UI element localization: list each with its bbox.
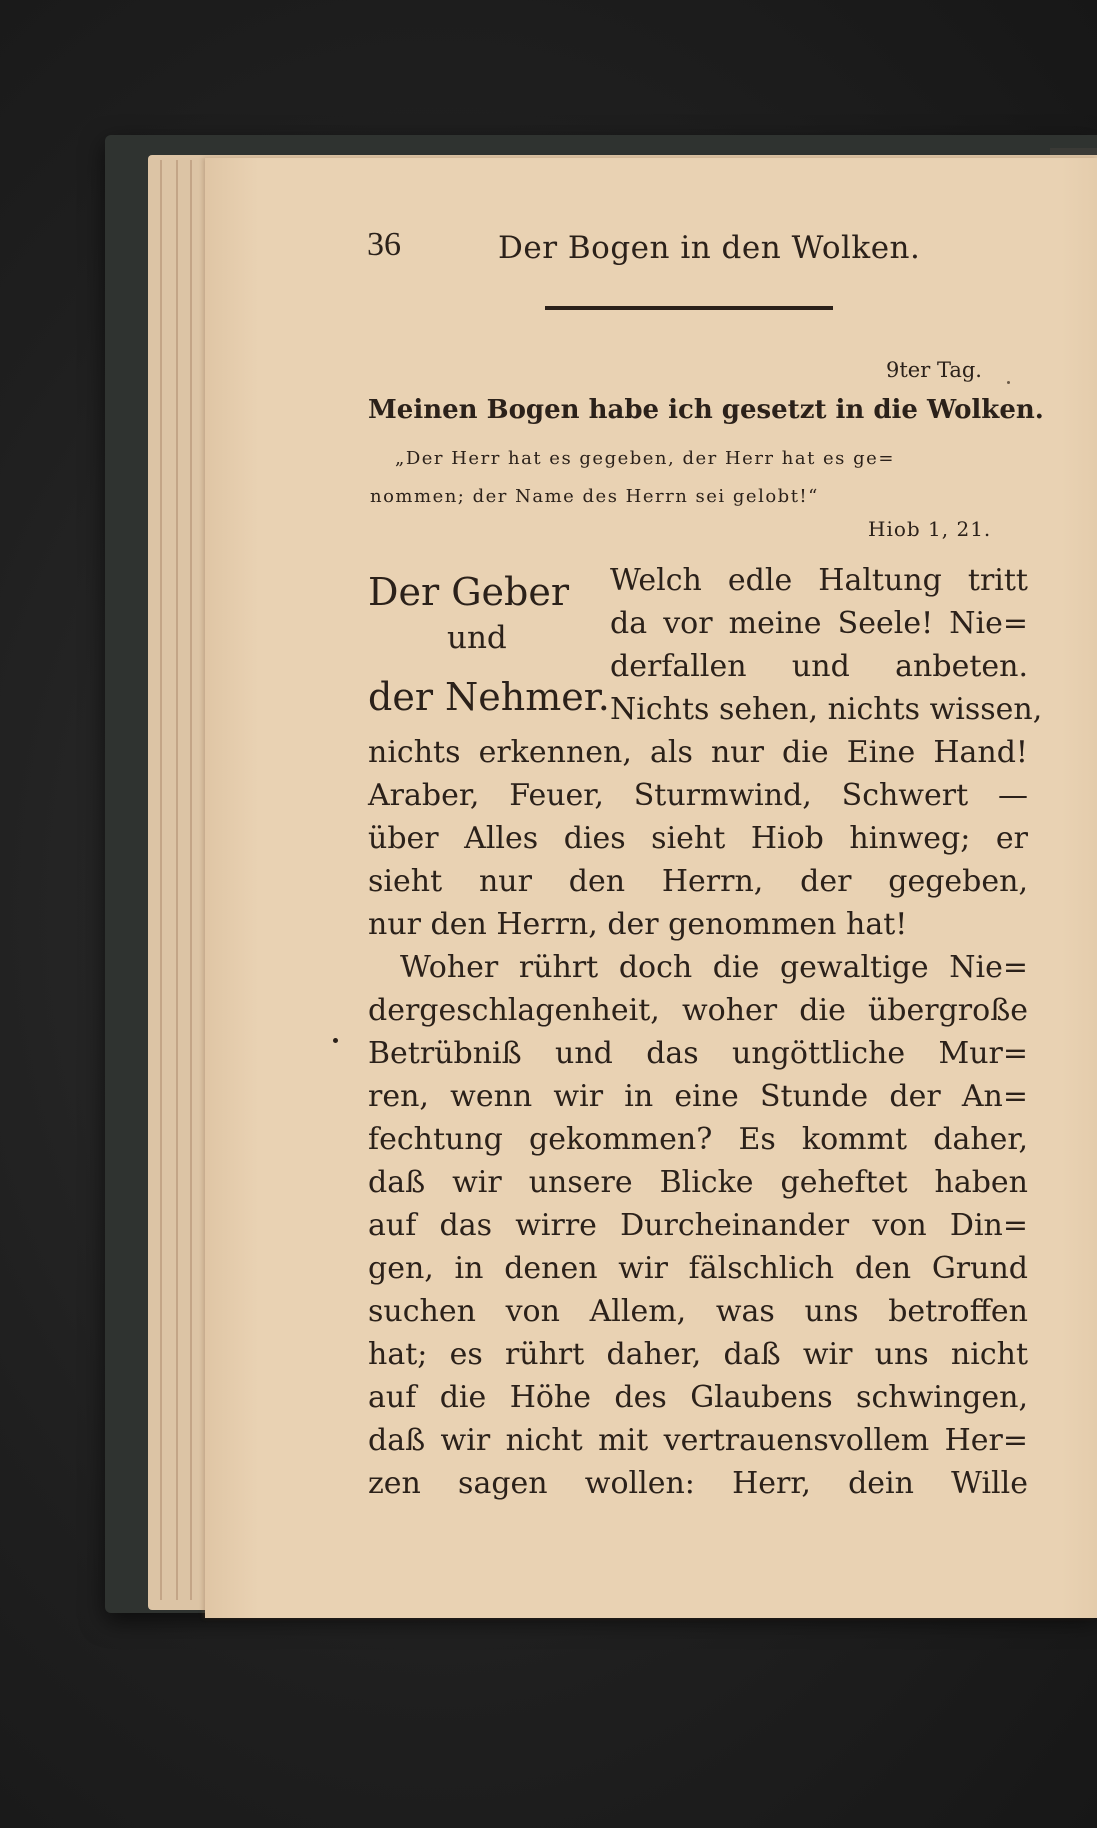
body-line: dergeschlagenheit, woher die übergroße xyxy=(368,993,1028,1028)
body-line: nur den Herrn, der genommen hat! xyxy=(368,907,908,942)
body-line: derfallen und anbeten. xyxy=(610,649,1028,684)
header-rule xyxy=(545,306,833,310)
body-line: über Alles dies sieht Hiob hinweg; er xyxy=(368,821,1028,856)
body-line: sieht nur den Herrn, der gegeben, xyxy=(368,864,1028,899)
body-line: daß wir unsere Blicke geheftet haben xyxy=(368,1165,1028,1200)
speck-mark xyxy=(1007,381,1010,384)
body-line: Welch edle Haltung tritt xyxy=(610,563,1028,598)
body-line: gen, in denen wir fälschlich den Grund xyxy=(368,1251,1028,1286)
body-line: Woher rührt doch die gewaltige Nie= xyxy=(400,950,1028,985)
page-number: 36 xyxy=(367,226,401,263)
side-heading-line-2: und xyxy=(447,620,507,656)
quote-line-1: „Der Herr hat es gegeben, der Herr hat es ge= xyxy=(395,448,895,469)
side-heading-line-1: Der Geber xyxy=(368,570,570,614)
body-line: hat; es rührt daher, daß wir uns nicht xyxy=(368,1337,1028,1372)
body-line: ren, wenn wir in eine Stunde der An= xyxy=(368,1079,1028,1114)
body-line: da vor meine Seele! Nie= xyxy=(610,606,1028,641)
running-title: Der Bogen in den Wolken. xyxy=(498,230,921,266)
quote-line-2: nommen; der Name des Herrn sei gelobt!“ xyxy=(370,486,819,507)
side-heading-line-3: der Nehmer. xyxy=(368,675,610,719)
body-line: Betrübniß und das ungöttliche Mur= xyxy=(368,1036,1028,1071)
body-line: daß wir nicht mit vertrauensvollem Her= xyxy=(368,1423,1028,1458)
body-line: auf die Höhe des Glaubens schwingen, xyxy=(368,1380,1028,1415)
body-line: Nichts sehen, nichts wissen, xyxy=(610,692,1043,727)
day-label: 9ter Tag. xyxy=(886,358,982,382)
body-line: nichts erkennen, als nur die Eine Hand! xyxy=(368,735,1028,770)
body-line: auf das wirre Durcheinander von Din= xyxy=(368,1208,1028,1243)
body-line: suchen von Allem, was uns betroffen xyxy=(368,1294,1028,1329)
quote-reference: Hiob 1, 21. xyxy=(868,517,992,541)
margin-speck-mark xyxy=(333,1038,338,1043)
body-line: zen sagen wollen: Herr, dein Wille xyxy=(368,1466,1028,1501)
body-line: Araber, Feuer, Sturmwind, Schwert — xyxy=(368,778,1028,813)
body-line: fechtung gekommen? Es kommt daher, xyxy=(368,1122,1028,1157)
motto-line: Meinen Bogen habe ich gesetzt in die Wolken. xyxy=(368,395,1044,425)
